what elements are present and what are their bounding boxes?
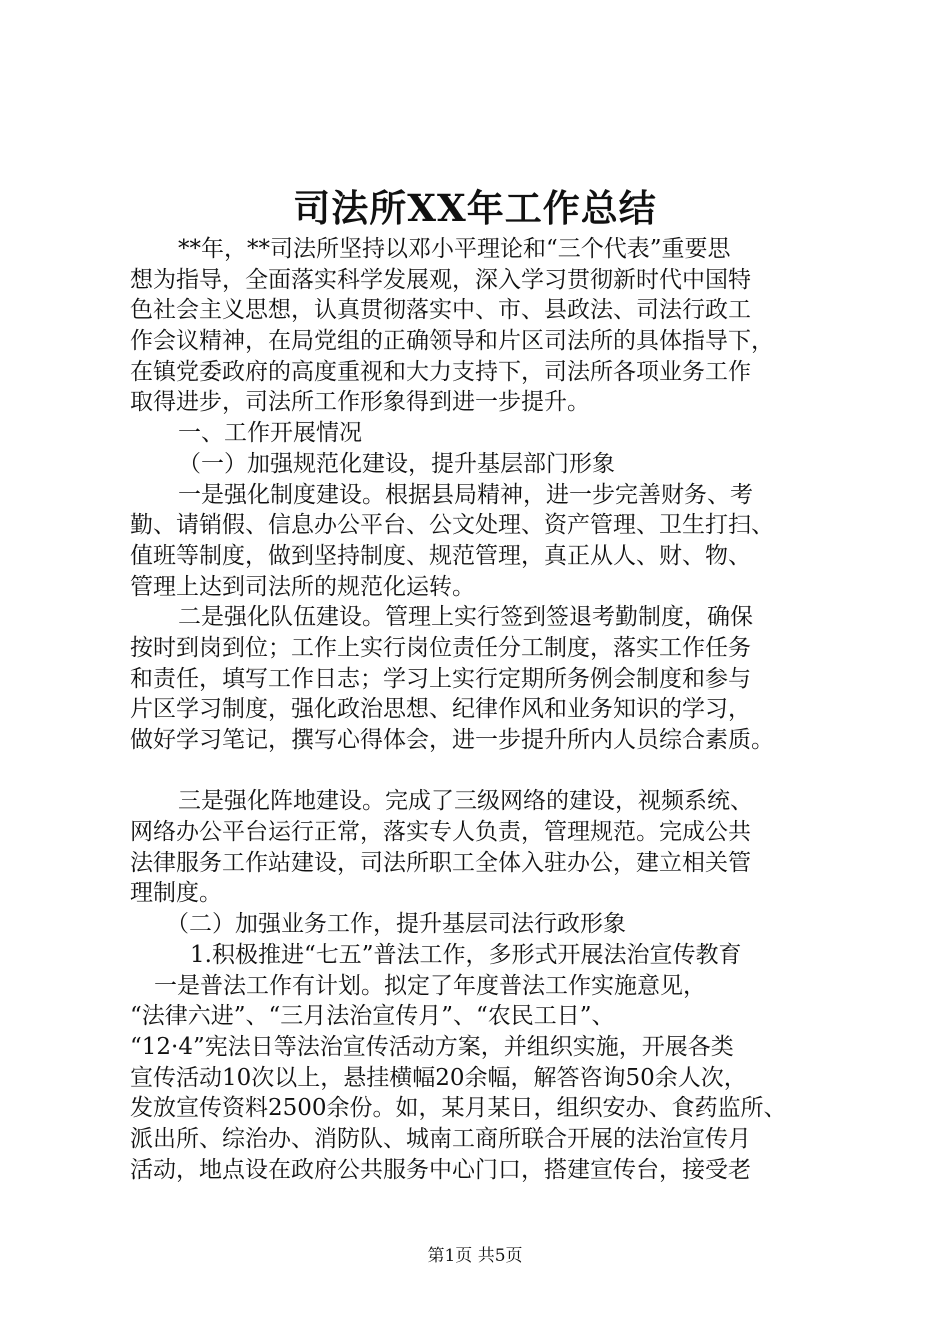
paragraph-line: 想为指导，全面落实科学发展观，深入学习贯彻新时代中国特: [130, 266, 751, 293]
paragraph-line: **年，**司法所坚持以邓小平理论和“三个代表”重要思: [178, 236, 731, 262]
paragraph-line: 宣传活动10次以上，悬挂横幅20余幅，解答咨询50余人次，: [130, 1064, 747, 1091]
document-title: 司法所XX年工作总结: [293, 186, 657, 230]
paragraph-line: 理制度。: [130, 880, 222, 907]
paragraph-line: 片区学习制度，强化政治思想、纪律作风和业务知识的学习，: [130, 696, 751, 723]
paragraph-line: 勤、请销假、信息办公平台、公文处理、资产管理、卫生打扫、: [130, 512, 774, 539]
blank-line: [130, 756, 840, 787]
paragraph-line: 在镇党委政府的高度重视和大力支持下，司法所各项业务工作: [130, 358, 751, 385]
paragraph-line: 做好学习笔记，撰写心得体会，进一步提升所内人员综合素质。: [130, 727, 774, 753]
subsection-heading: （二）加强业务工作，提升基层司法行政形象: [166, 911, 626, 938]
paragraph-line: “12·4”宪法日等法治宣传活动方案，并组织实施，开展各类: [130, 1033, 734, 1060]
paragraph-line: 色社会主义思想，认真贯彻落实中、市、县政法、司法行政工: [130, 297, 751, 324]
document-body: [130, 234, 840, 1185]
paragraph-line: 管理上达到司法所的规范化运转。: [130, 573, 475, 600]
list-heading: 1.积极推进“七五”普法工作，多形式开展法治宣传教育: [190, 941, 742, 968]
paragraph-line: 二是强化队伍建设。管理上实行签到签退考勤制度，确保: [178, 604, 753, 631]
paragraph-line: 派出所、综治办、消防队、城南工商所联合开展的法治宣传月: [130, 1125, 751, 1152]
paragraph-line: “法律六进”、“三月法治宣传月”、“农民工日”、: [130, 1003, 615, 1030]
paragraph-line: 法律服务工作站建设，司法所职工全体入驻办公，建立相关管: [130, 849, 751, 876]
paragraph-line: 和责任，填写工作日志；学习上实行定期所务例会制度和参与: [130, 665, 751, 692]
paragraph-line: 作会议精神，在局党组的正确领导和片区司法所的具体指导下，: [130, 328, 774, 355]
paragraph-line: 取得进步，司法所工作形象得到进一步提升。: [130, 389, 590, 416]
subsection-heading: （一）加强规范化建设，提升基层部门形象: [178, 450, 615, 477]
paragraph-line: 一是强化制度建设。根据县局精神，进一步完善财务、考: [178, 481, 753, 508]
section-heading: 一、工作开展情况: [178, 420, 362, 447]
page-footer: 第1页 共5页: [427, 1246, 523, 1266]
paragraph-line: 按时到岗到位；工作上实行岗位责任分工制度，落实工作任务: [130, 634, 751, 661]
paragraph-line: 网络办公平台运行正常，落实专人负责，管理规范。完成公共: [130, 819, 751, 846]
paragraph-line: 值班等制度，做到坚持制度、规范管理，真正从人、财、物、: [130, 542, 751, 569]
paragraph-line: 一是普法工作有计划。拟定了年度普法工作实施意见，: [154, 972, 706, 999]
paragraph-line: 三是强化阵地建设。完成了三级网络的建设，视频系统、: [178, 788, 753, 815]
paragraph-line: 发放宣传资料2500余份。如，某月某日，组织安办、食药监所、: [130, 1095, 787, 1122]
paragraph-line: 活动，地点设在政府公共服务中心门口，搭建宣传台，接受老: [130, 1156, 751, 1183]
